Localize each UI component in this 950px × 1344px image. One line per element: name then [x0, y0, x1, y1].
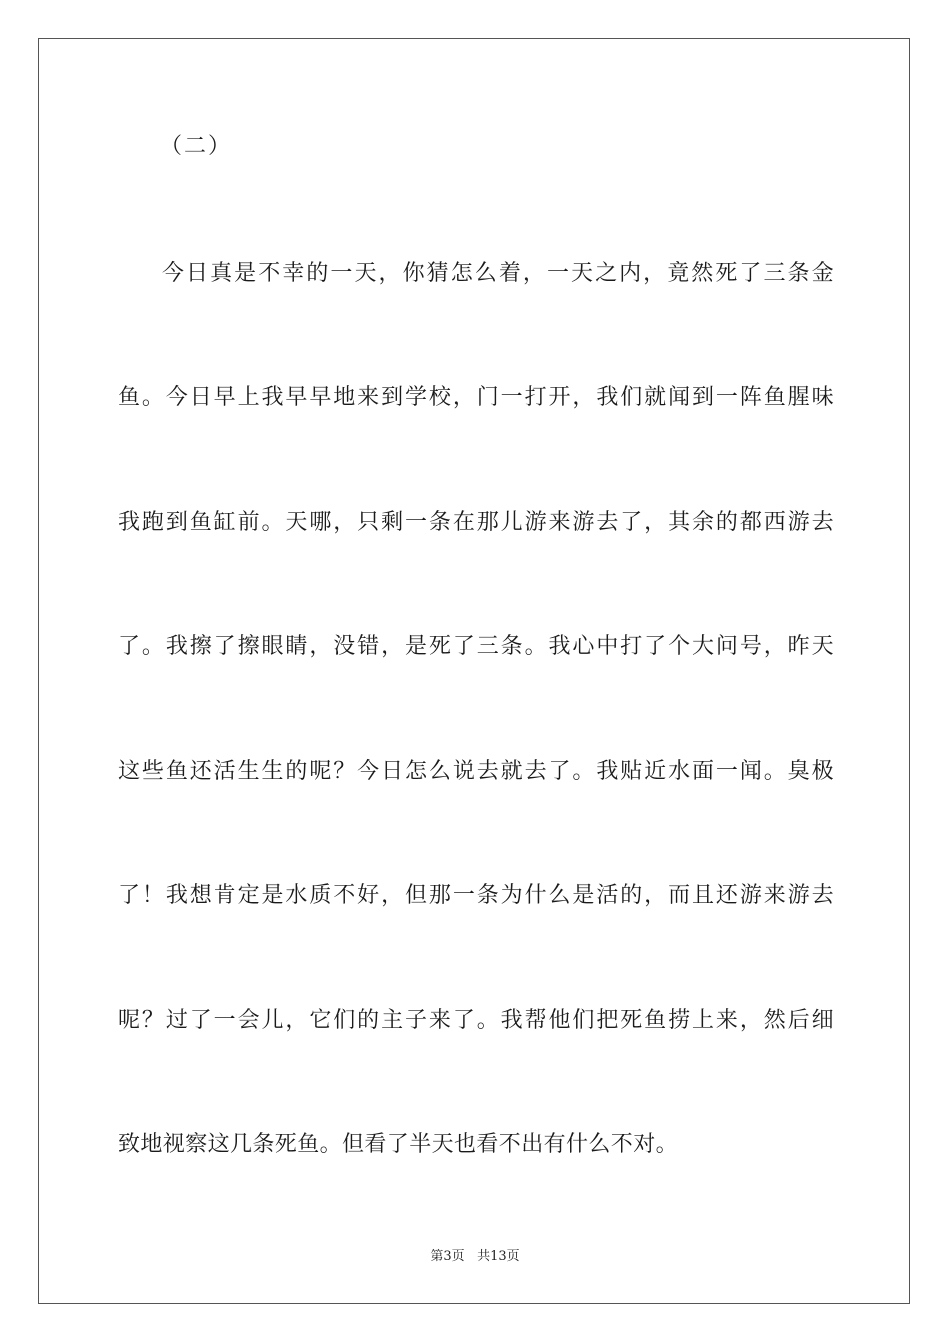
section-heading: （二）	[160, 134, 233, 159]
paragraph-line: 我跑到鱼缸前。天哪，只剩一条在那儿游来游去了，其余的都西游去	[118, 510, 834, 535]
paragraph-line: 了。我擦了擦眼睛，没错，是死了三条。我心中打了个大问号，昨天	[118, 634, 834, 659]
paragraph-line: 致地视察这几条死鱼。但看了半天也看不出有什么不对。	[118, 1132, 679, 1157]
paragraph-line: 今日真是不幸的一天，你猜怎么着，一天之内，竟然死了三条金	[162, 261, 834, 286]
page-number: 第3页	[430, 1249, 465, 1264]
paragraph-line: 呢？过了一会儿，它们的主子来了。我帮他们把死鱼捞上来，然后细	[118, 1008, 834, 1033]
paragraph-line: 鱼。今日早上我早早地来到学校，门一打开，我们就闻到一阵鱼腥味	[118, 385, 834, 410]
page-footer	[0, 1248, 950, 1266]
page-total: 共13页	[477, 1249, 520, 1264]
paragraph-line: 了！我想肯定是水质不好，但那一条为什么是活的，而且还游来游去	[118, 883, 834, 908]
page-border	[38, 38, 910, 1304]
paragraph-line: 这些鱼还活生生的呢？今日怎么说去就去了。我贴近水面一闻。臭极	[118, 759, 834, 784]
